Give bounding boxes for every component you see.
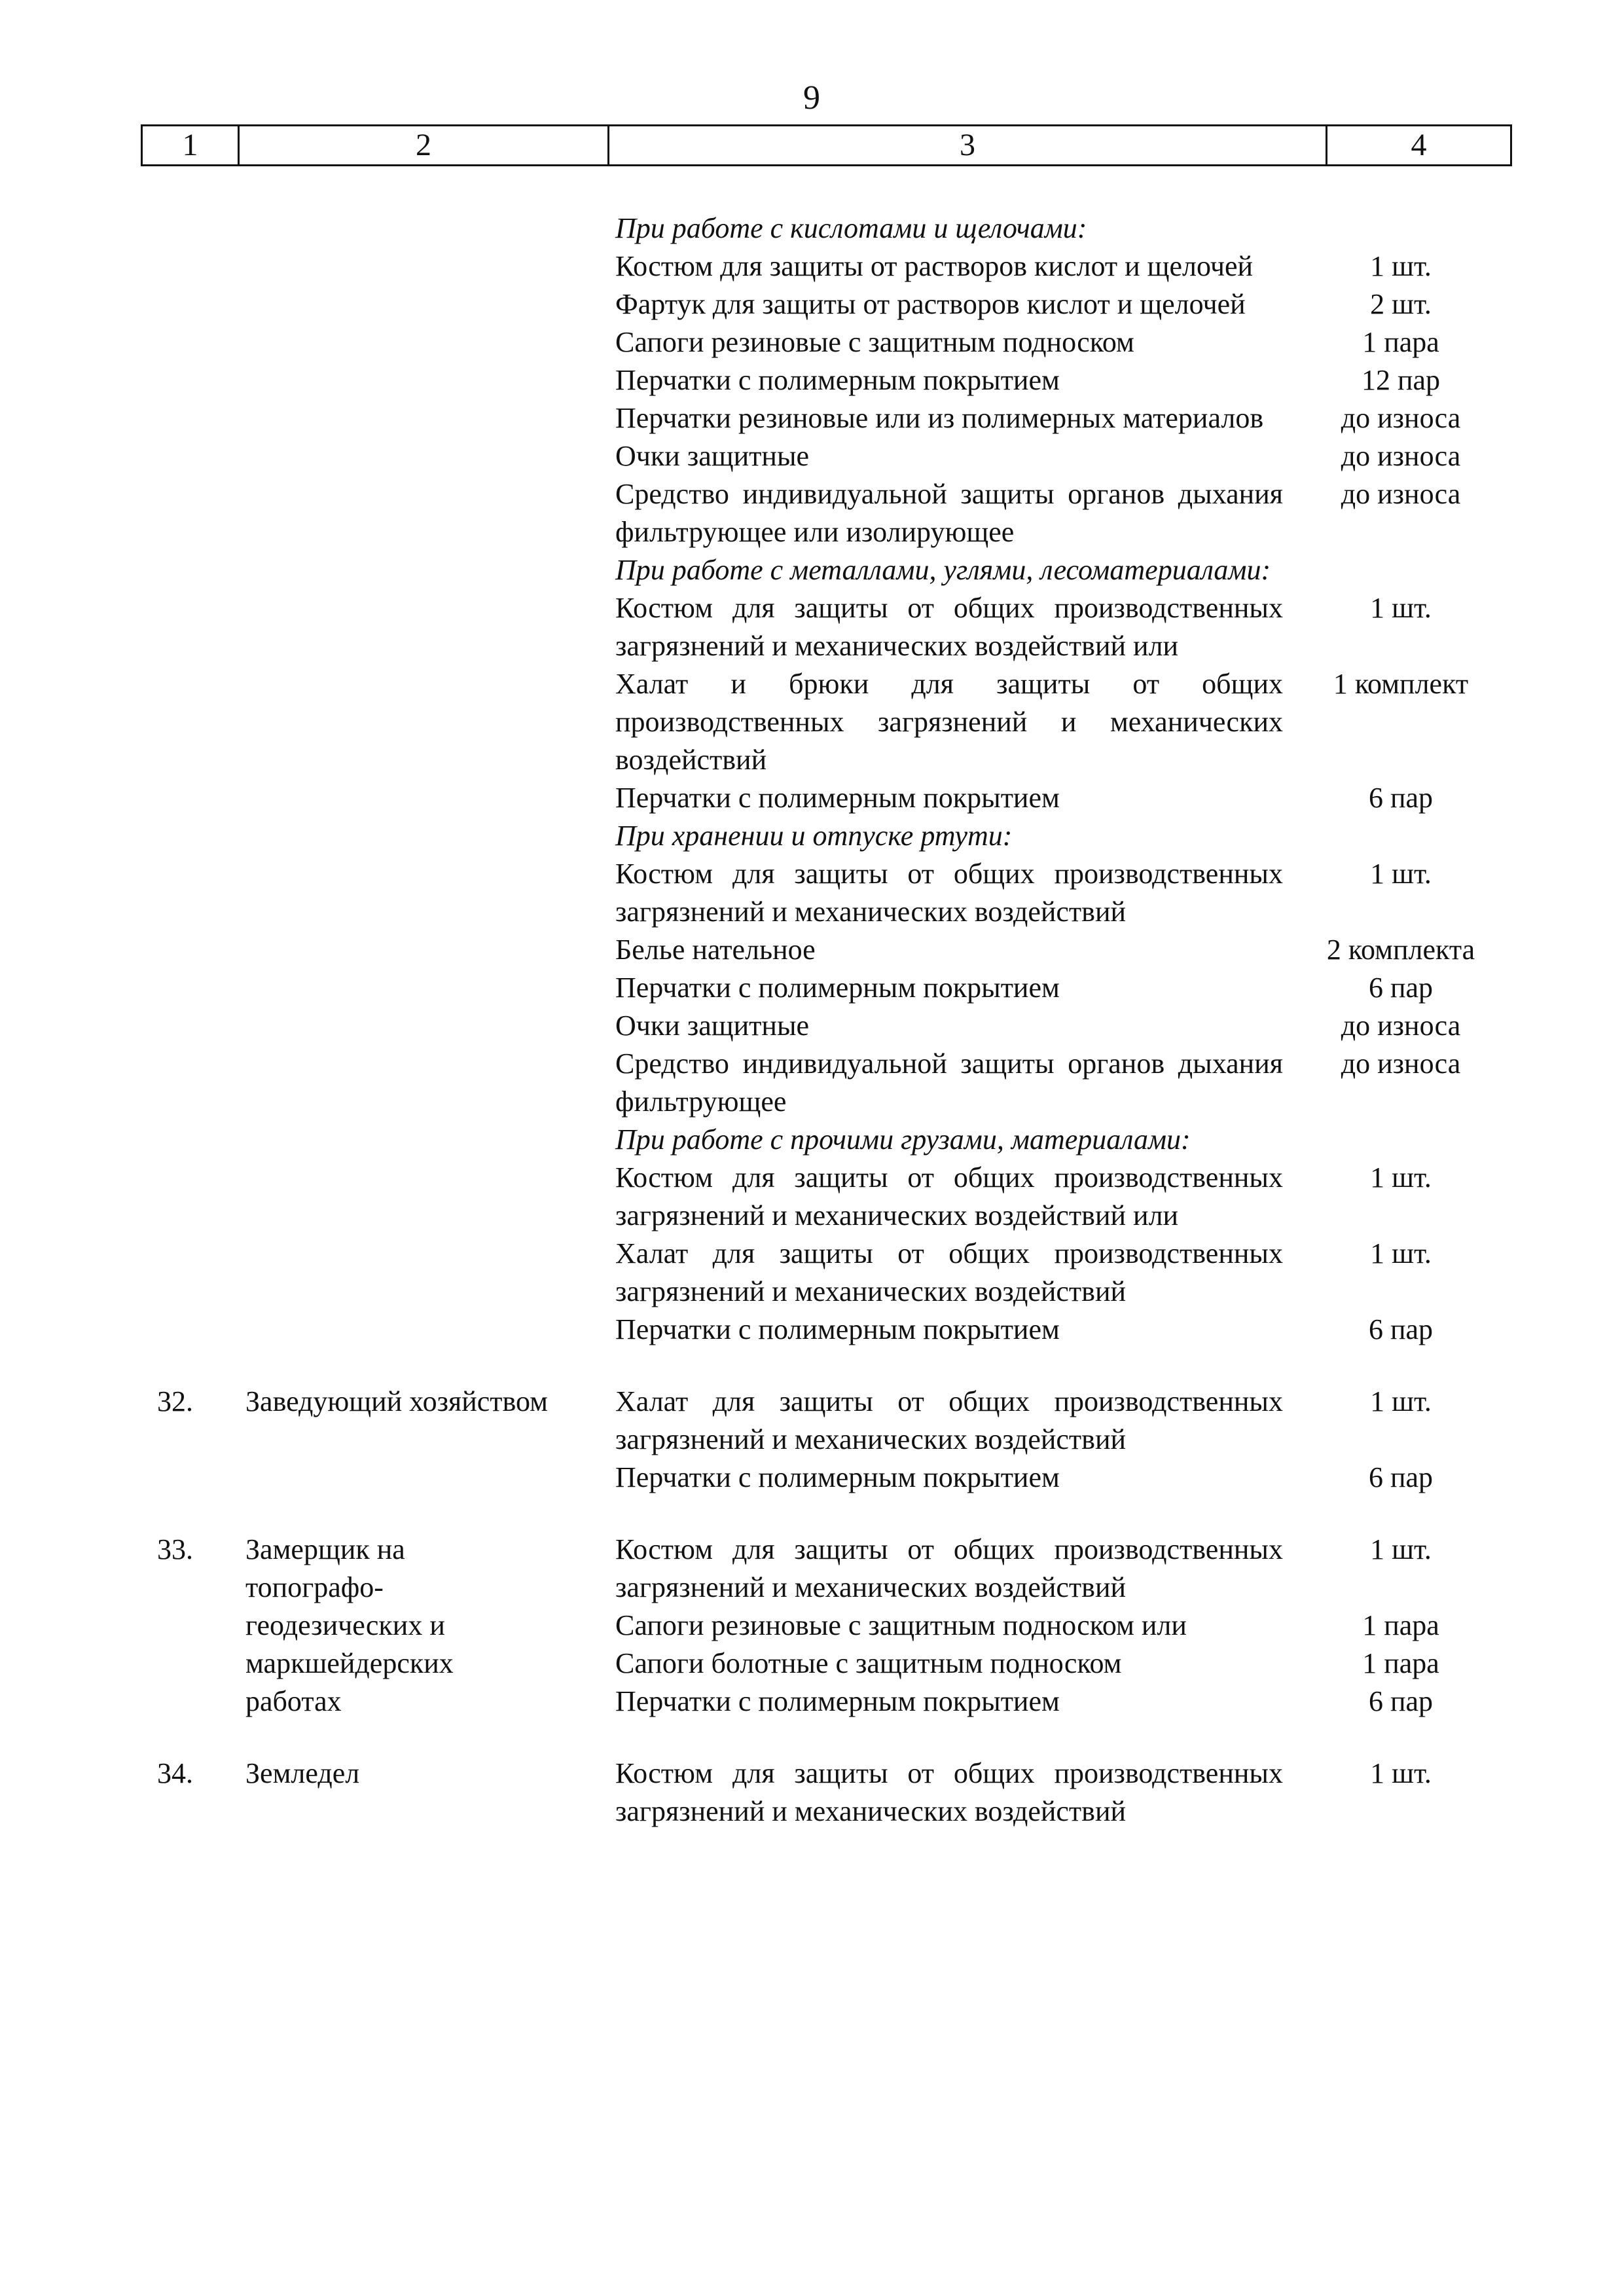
item-quantity: 6 пар [1368,1313,1434,1345]
list-item [615,1459,1519,1497]
item-text: Перчатки с полимерным покрытием [615,1461,1060,1493]
item-text: Халат для защиты от общих производственных загрязнений и механических воздействий [615,1237,1283,1307]
item-quantity: 1 шт. [1370,1757,1432,1789]
table-row [0,1531,1624,1721]
item-quantity: до износа [1341,440,1461,472]
item-quantity: 6 пар [1368,972,1434,1004]
item-text: Костюм для защиты от общих производственных загрязнений и механических воздействий или [615,592,1283,662]
item-quantity: 1 шт. [1370,1237,1432,1269]
list-item [615,969,1519,1007]
list-item [615,437,1519,475]
item-text: Перчатки с полимерным покрытием [615,1685,1060,1717]
item-quantity: 2 шт. [1370,288,1432,320]
item-quantity: 1 шт. [1370,1161,1432,1194]
item-text: Костюм для защиты от растворов кислот и щелочей [615,250,1254,282]
item-text: Перчатки с полимерным покрытием [615,782,1060,814]
header-col-1: 1 [143,126,240,164]
entry-items [615,1383,1519,1497]
list-item [615,1531,1519,1607]
item-quantity: 1 комплект [1333,668,1469,700]
group-heading: При работе с прочими грузами, материалами: [615,1123,1191,1156]
item-quantity: 1 шт. [1370,250,1432,282]
item-text: Средство индивидуальной защиты органов дыхания фильтрующее [615,1048,1283,1118]
item-text: Перчатки с полимерным покрытием [615,1313,1060,1345]
item-quantity: до износа [1341,1048,1461,1080]
entry-profession: Заведующий хозяйством [245,1385,548,1417]
item-quantity: 1 пара [1362,1609,1439,1641]
table-row [0,1755,1624,1831]
entry-number: 33. [157,1533,193,1565]
list-item [615,665,1519,779]
list-item [615,779,1519,817]
item-quantity: 6 пар [1368,782,1434,814]
list-item [615,399,1519,437]
list-item [615,1645,1519,1683]
header-col-2: 2 [240,126,609,164]
entry-number: 32. [157,1385,193,1417]
item-text: Перчатки резиновые или из полимерных материалов [615,402,1264,434]
list-item [615,361,1519,399]
list-item [615,247,1519,285]
item-text: Средство индивидуальной защиты органов дыхания фильтрующее или изолирующее [615,478,1283,548]
list-item [615,285,1519,323]
list-item [615,1311,1519,1349]
list-item [615,931,1519,969]
list-item [615,1007,1519,1045]
item-text: Костюм для защиты от общих производственных загрязнений и механических воздействий [615,1757,1283,1827]
group-heading: При хранении и отпуске ртути: [615,820,1013,852]
item-quantity: до износа [1341,402,1461,434]
item-quantity: 6 пар [1368,1461,1434,1493]
list-item [615,1235,1519,1311]
page-number: 9 [803,79,820,117]
item-text: Костюм для защиты от общих производственных загрязнений и механических воздействий [615,1533,1283,1603]
list-item [615,475,1519,551]
entry-profession: Замерщик на топографо-геодезических и маркшейдерских работах [245,1533,454,1717]
list-item [615,1755,1519,1831]
list-item [615,1683,1519,1721]
entry-number: 34. [157,1757,193,1789]
item-quantity: 2 комплекта [1326,934,1475,966]
entry-items [615,1755,1519,1831]
item-text: Очки защитные [615,440,810,472]
item-quantity: 1 шт. [1370,1385,1432,1417]
item-text: Очки защитные [615,1010,810,1042]
table-row [0,1383,1624,1497]
entry-profession: Земледел [245,1757,360,1789]
list-item [615,1159,1519,1235]
item-text: Халат и брюки для защиты от общих производственных загрязнений и механических воздействий [615,668,1283,776]
item-text: Сапоги болотные с защитным подноском [615,1647,1122,1679]
item-text: Перчатки с полимерным покрытием [615,364,1060,396]
header-col-4: 4 [1411,128,1427,162]
continuation-section [0,210,1624,1349]
item-text: Костюм для защиты от общих производственных загрязнений и механических воздействий [615,858,1283,928]
item-quantity: 1 шт. [1370,592,1432,624]
list-item [615,855,1519,931]
group-heading: При работе с кислотами и щелочами: [615,212,1087,244]
item-quantity: до износа [1341,478,1461,510]
item-text: Халат для защиты от общих производственных загрязнений и механических воздействий [615,1385,1283,1455]
item-text: Фартук для защиты от растворов кислот и щелочей [615,288,1246,320]
list-item [615,589,1519,665]
list-item [615,1607,1519,1645]
item-text: Белье нательное [615,934,816,966]
table-header-row [141,124,1512,166]
list-item [615,1383,1519,1459]
header-col-3: 3 [609,126,1327,164]
table-body [0,210,1624,1831]
item-text: Костюм для защиты от общих производственных загрязнений и механических воздействий или [615,1161,1283,1231]
group-heading: При работе с металлами, углями, лесоматериалами: [615,554,1271,586]
item-quantity: 1 шт. [1370,1533,1432,1565]
continuation-items [615,210,1519,1349]
item-text: Сапоги резиновые с защитным подноском [615,326,1134,358]
item-text: Сапоги резиновые с защитным подноском или [615,1609,1187,1641]
entry-items [615,1531,1519,1721]
list-item [615,323,1519,361]
item-quantity: до износа [1341,1010,1461,1042]
item-quantity: 1 пара [1362,326,1439,358]
item-quantity: 6 пар [1368,1685,1434,1717]
item-quantity: 1 пара [1362,1647,1439,1679]
item-text: Перчатки с полимерным покрытием [615,972,1060,1004]
item-quantity: 1 шт. [1370,858,1432,890]
list-item [615,1045,1519,1121]
item-quantity: 12 пар [1361,364,1441,396]
